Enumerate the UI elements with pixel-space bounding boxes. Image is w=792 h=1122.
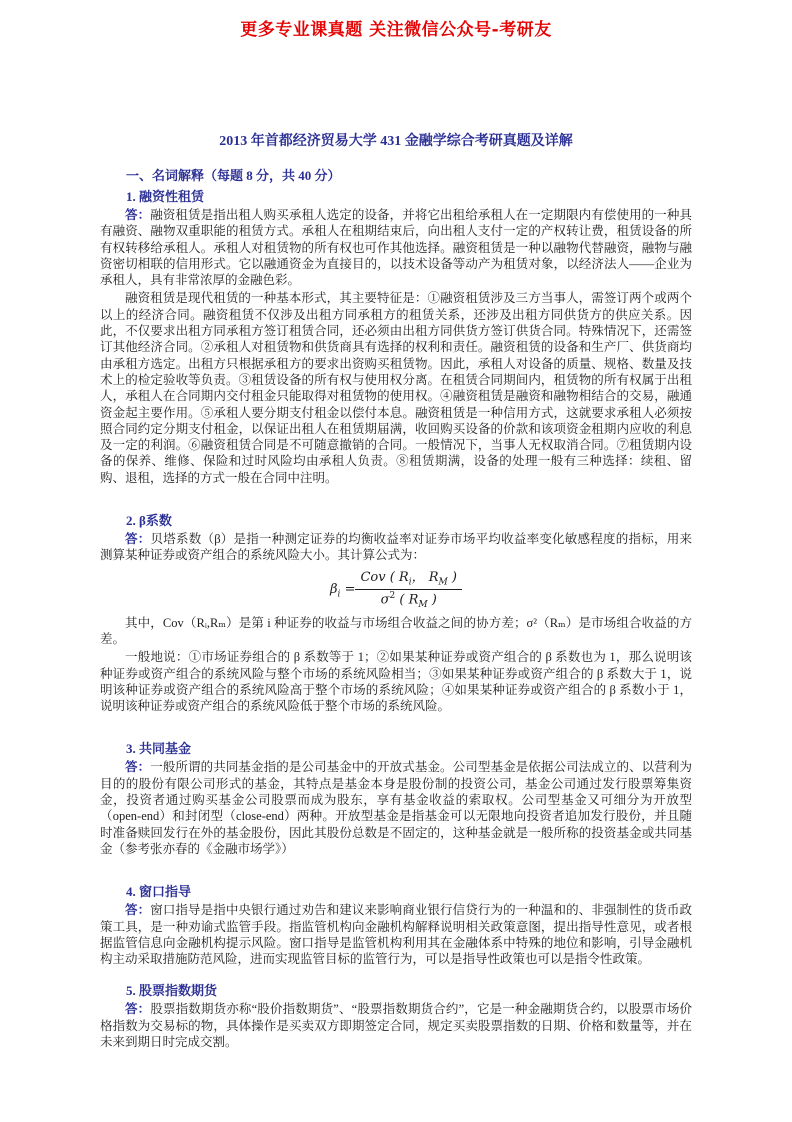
answer-label: 答： xyxy=(125,208,151,222)
section-heading: 一、名词解释（每题 8 分，共 40 分） xyxy=(126,168,341,183)
question-block-3 xyxy=(100,740,692,857)
answer-text: 股票指数期货亦称“股价指数期货”、“股票指数期货合约”，它是一种金融期货合约，以股票市场价格指数为交易标的物，具体操作是买卖双方即期签定合同，规定买卖股票指数的日期、价格和数量等，并在未来到期日时完成交割。 xyxy=(100,1002,692,1049)
answer-paragraph: 融资租赁是现代租赁的一种基本形式，其主要特征是：①融资租赁涉及三方当事人，需签订两个或两个以上的经济合同。融资租赁不仅涉及出租方同承租方的租赁关系，还涉及出租方同供货方的供应关系。因此，不仅要求出租方同承租方签订租赁合同，还必须由出租方同供货方签订供货合同。特殊情况下，还需签订其他经济合同。②承租人对租赁物和供货商具有选择的权利和责任。融资租赁的设备和生产厂、供货商均由承租方选定。出租方只根据承租方的要求出资购买租赁物。因此，承租人对设备的质量、规格、数量及技术上的检定验收等负责。③租赁设备的所有权与使用权分离。在租赁合同期间内，租赁物的所有权属于出租人，承租人在合同期内交付租金只能取得对租赁物的使用权。④融资租赁是融资和融物相结合的交易，融通资金起主要作用。⑤承租人要分期支付租金以偿付本息。融资租赁是一种信用方式，这就要求承租人必须按照合同约定分期支付租金，以保证出租人在租赁期届满，收回购买设备的价款和该项资金租期内应收的利息及一定的利润。⑥融资租赁合同是不可随意撤销的合同。一般情况下，当事人无权取消合同。⑦租赁期内设备的保养、维修、保险和过时风险均由承租人负责。⑧租赁期满，设备的处理一般有三种选择：续租、留购、退租，选择的方式一般在合同中注明。 xyxy=(100,291,692,485)
question-block-2 xyxy=(100,512,692,714)
answer-label: 答： xyxy=(125,760,151,775)
formula-fraction xyxy=(355,570,462,612)
answer-text: 窗口指导是指中央银行通过劝告和建议来影响商业银行信贷行为的一种温和的、非强制性的货币政策工具，是一种劝谕式监管手段。指监管机构向金融机构解释说明相关政策意图，提出指导性意见，或者根据监管信息向金融机构提示风险。窗口指导是监管机构利用其在金融体系中特殊的地位和影响，引导金融机构主动采取措施防范风险，进而实现监管目标的监管行为，可以是指导性政策也可以是指令性政策。 xyxy=(100,903,692,967)
formula-numerator: Cov ( $R_i$， $R_M$ ) xyxy=(355,570,462,591)
question-title-3: 3. 共同基金 xyxy=(126,741,192,757)
question-title-4: 4. 窗口指导 xyxy=(126,884,192,900)
question-title-5: 5. 股票指数期货 xyxy=(126,983,218,999)
beta-formula xyxy=(100,570,692,612)
question-block-1 xyxy=(100,188,692,486)
answer-label: 答： xyxy=(125,532,151,547)
question-block-5 xyxy=(100,982,692,1050)
question-block-4 xyxy=(100,883,692,967)
question-title-1: 1. 融资性租赁 xyxy=(126,189,205,204)
promo-header: 更多专业课真题 关注微信公众号-考研友 xyxy=(240,20,552,40)
answer-paragraph xyxy=(100,1001,692,1050)
formula-lhs: $\beta_i$ = xyxy=(330,581,356,600)
answer-text: 融资租赁是指出租人购买承租人选定的设备，并将它出租给承租人在一定期限内有偿使用的一种具有融资、融物双重职能的租赁方式。承租人在租期结束后，向出租人支付一定的产权转让费，租赁设备的所有权转移给承租人。承租人对租赁物的所有权也可作其他选择。融资租赁是一种以融物代替融资，融物与融资密切相联的信用形式。它以融通资金为直接目的，以技术设备等动产为租赁对象，以经济法人——企业为承租人，具有非常浓厚的金融色彩。 xyxy=(100,208,692,288)
formula-denominator: $\sigma^2$ ( $R_M$ ) xyxy=(380,591,437,611)
answer-paragraph xyxy=(100,759,692,857)
answer-paragraph: 其中，Cov（Rᵢ,Rₘ）是第 i 种证券的收益与市场组合收益之间的协方差；σ²（Rₘ）是市场组合收益的方差。 xyxy=(100,615,692,646)
answer-label: 答： xyxy=(125,1002,151,1017)
answer-text: 一般所谓的共同基金指的是公司基金中的开放式基金。公司型基金是依据公司法成立的、以营利为目的的股份有限公司形式的基金，其特点是基金本身是股份制的投资公司，基金公司通过发行股票筹集资金，投资者通过购买基金公司股票而成为股东，享有基金收益的索取权。公司型基金又可细分为开放型（open-end）和封闭型（close-end）两种。开放型基金是指基金可以无限地向投资者追加发行股份，并且随时准备赎回发行在外的基金股份，因此其股份总数是不固定的，这种基金就是一般所称的投资基金或共同基金（参考张亦春的《金融市场学》） xyxy=(100,760,692,856)
document-body xyxy=(100,130,692,1050)
answer-paragraph xyxy=(100,531,692,564)
answer-paragraph: 一般地说：①市场证券组合的 β 系数等于 1；②如果某种证券或资产组合的 β 系数也为 1，那么说明该种证券或资产组合的系统风险与整个市场的系统风险相当；③如果某种证券或资产组合的 β 系数大于 1，说明该种证券或资产组合的系统风险高于整个市场的系统风险；④如果某种证券或资产组合的 β 系数小于 1，说明该种证券或资产组合的系统风险低于整个市场的系统风险。 xyxy=(100,650,692,714)
answer-paragraph xyxy=(100,207,692,288)
answer-text: 贝塔系数（β）是指一种测定证券的均衡收益率对证券市场平均收益率变化敏感程度的指标，用来测算某种证券或资产组合的系统风险大小。其计算公式为： xyxy=(100,532,692,563)
question-title-2: 2. β系数 xyxy=(126,513,172,529)
answer-paragraph xyxy=(100,902,692,967)
doc-title: 2013 年首都经济贸易大学 431 金融学综合考研真题及详解 xyxy=(219,134,573,149)
answer-label: 答： xyxy=(125,903,151,918)
